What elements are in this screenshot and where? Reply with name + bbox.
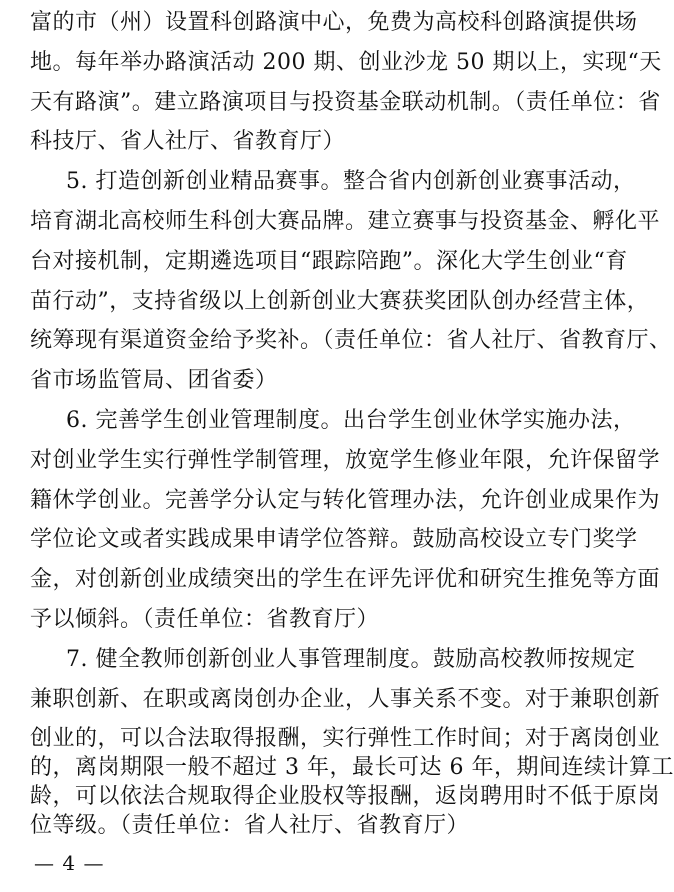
text-line: 兼职创新、在职或离岗创办企业，人事关系不变。对于兼职创新	[30, 687, 661, 712]
text-line: 的，离岗期限一般不超过 3 年，最长可达 6 年，期间连续计算工	[30, 755, 674, 780]
text-line: 金，对创新创业成绩突出的学生在评先评优和研究生推免等方面	[30, 567, 661, 592]
text-line: 对创业学生实行弹性学制管理，放宽学生修业年限，允许保留学	[30, 448, 661, 473]
text-line: 天有路演”。建立路演项目与投资基金联动机制。（责任单位：省	[30, 90, 661, 115]
text-line: 统筹现有渠道资金给予奖补。（责任单位：省人社厅、省教育厅、	[30, 328, 672, 353]
text-line: 学位论文或者实践成果申请学位答辩。鼓励高校设立专门奖学	[30, 527, 638, 552]
text-line: 籍休学创业。完善学分认定与转化管理办法，允许创业成果作为	[30, 488, 661, 513]
text-line: 地。每年举办路演活动 200 期、创业沙龙 50 期以上，实现“天	[30, 50, 662, 75]
text-line: 省市场监管局、团省委）	[30, 368, 278, 393]
text-line: 予以倾斜。（责任单位：省教育厅）	[30, 607, 380, 632]
section-6-heading-line: 6. 完善学生创业管理制度。出台学生创业休学实施办法，	[66, 408, 636, 433]
section-7-heading-line: 7. 健全教师创新创业人事管理制度。鼓励高校教师按规定	[66, 647, 636, 672]
text-line: 科技厅、省人社厅、省教育厅）	[30, 129, 346, 154]
text-line: 富的市（州）设置科创路演中心，免费为高校科创路演提供场	[30, 10, 638, 35]
text-line: 台对接机制，定期遴选项目“跟踪陪跑”。深化大学生创业“育	[30, 249, 628, 274]
text-line: 创业的，可以合法取得报酬，实行弹性工作时间；对于离岗创业	[30, 726, 661, 751]
text-line: 培育湖北高校师生科创大赛品牌。建立赛事与投资基金、孵化平	[30, 209, 661, 234]
page-number: — 4 —	[34, 851, 105, 875]
text-line: 龄，可以依法合规取得企业股权等报酬，返岗聘用时不低于原岗	[30, 784, 661, 809]
text-line: 苗行动”，支持省级以上创新创业大赛获奖团队创办经营主体，	[30, 289, 650, 314]
text-line: 位等级。（责任单位：省人社厅、省教育厅）	[30, 813, 470, 838]
section-5-heading-line: 5. 打造创新创业精品赛事。整合省内创新创业赛事活动，	[66, 169, 636, 194]
